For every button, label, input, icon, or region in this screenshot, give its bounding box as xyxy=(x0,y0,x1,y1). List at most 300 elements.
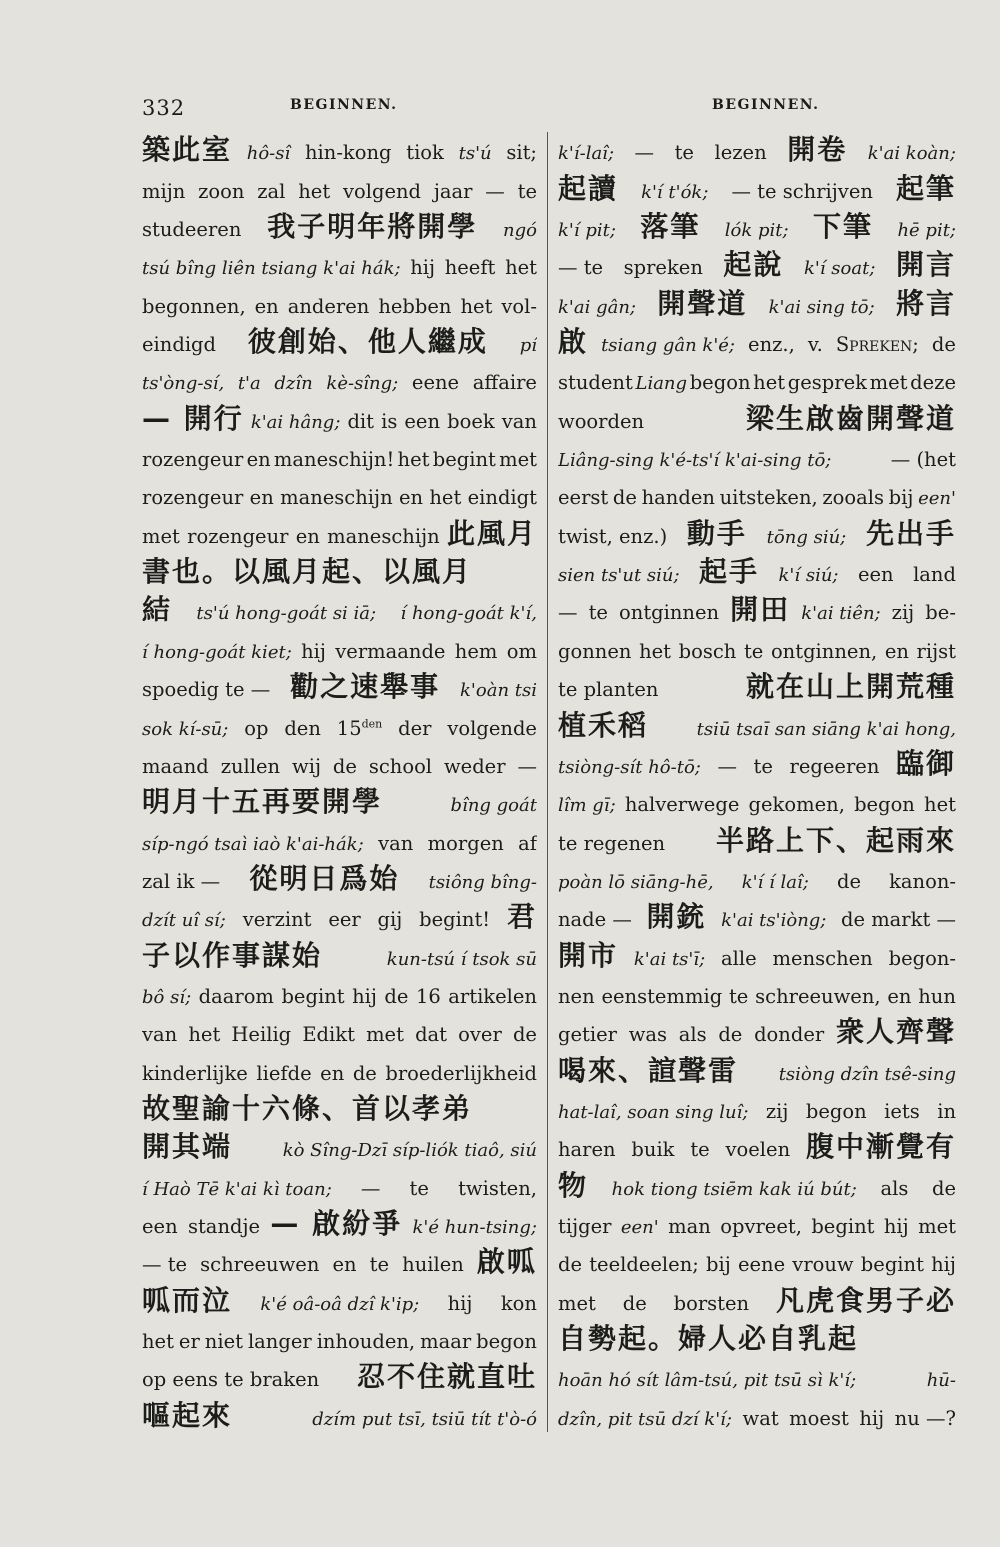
word: 此風月 xyxy=(446,516,537,548)
word: 起筆 xyxy=(895,171,956,203)
word: het xyxy=(753,371,786,395)
word: v. xyxy=(807,333,823,357)
word: 開言 xyxy=(895,248,956,280)
word: hem xyxy=(454,639,498,663)
word: kinderlijke xyxy=(142,1061,248,1085)
word: halverwege xyxy=(624,793,740,817)
word: tsiòng-sít hô-tō; xyxy=(558,756,701,778)
word: 彼創始、他人繼成 xyxy=(247,325,488,357)
word: 築此室 xyxy=(142,133,233,165)
word: k'é hun-tsing; xyxy=(412,1216,537,1238)
word: met xyxy=(499,448,537,472)
word: woorden xyxy=(558,409,645,433)
text-line xyxy=(142,663,537,701)
word: k'í í laî; xyxy=(741,871,809,893)
word: — 開行 xyxy=(142,401,244,433)
word: langer xyxy=(247,1330,312,1353)
word: enz., xyxy=(748,333,795,357)
page-number: 332 xyxy=(142,96,186,120)
word: — xyxy=(717,754,737,778)
word: k'í t'ók; xyxy=(641,181,709,203)
word: spreken xyxy=(623,256,703,280)
word: lezen xyxy=(714,141,767,165)
word: de xyxy=(332,754,357,778)
word: student xyxy=(558,371,633,395)
word: t'a xyxy=(237,373,261,395)
word: poàn lō siāng-hē, xyxy=(558,871,714,893)
text-line xyxy=(142,586,537,624)
word: en xyxy=(398,486,424,510)
text-line xyxy=(558,279,956,317)
word: wat xyxy=(742,1406,779,1430)
word: met xyxy=(366,1023,404,1047)
word: begonnen, xyxy=(142,294,246,318)
word: ontginnen xyxy=(619,601,720,625)
word: te xyxy=(753,754,773,778)
word: broederlijkheid xyxy=(385,1061,537,1085)
word: begon xyxy=(689,371,751,395)
word: síp-ngó tsaì iaò k'ai-hák; xyxy=(142,833,364,855)
word: een' xyxy=(620,1216,659,1238)
text-line xyxy=(558,471,956,509)
text-line xyxy=(558,203,956,241)
word: kon xyxy=(500,1291,537,1315)
word: hebben xyxy=(378,294,452,318)
word: rozengeur xyxy=(187,524,289,548)
word: gekomen, xyxy=(748,793,845,817)
word: boek xyxy=(447,409,495,433)
word: sit; xyxy=(506,141,537,165)
text-line xyxy=(142,471,537,509)
text-line xyxy=(142,1391,537,1429)
word: hin-kong xyxy=(304,141,392,165)
text-line xyxy=(142,318,537,356)
word: dzîn xyxy=(274,373,313,395)
word: bîng goát xyxy=(450,795,537,817)
word: inhouden, xyxy=(316,1330,416,1353)
text-line xyxy=(142,279,537,317)
word: 植禾稻 xyxy=(558,708,649,740)
word: tsiòng dzîn tsê-sing xyxy=(778,1063,956,1085)
word: daarom xyxy=(198,984,274,1008)
word: sien ts'ut siú; xyxy=(558,565,680,587)
word: gij xyxy=(377,908,403,932)
word: be- xyxy=(925,601,956,625)
word: begint xyxy=(432,448,496,472)
word: Edikt xyxy=(302,1023,355,1047)
word: volgende xyxy=(447,716,537,740)
word: ts'ú xyxy=(458,143,492,165)
word: k'ai tiên; xyxy=(801,603,881,625)
word: 半路上下、起雨來 xyxy=(715,823,956,855)
word: artikelen xyxy=(448,984,537,1008)
text-line xyxy=(142,433,537,471)
text-line xyxy=(142,394,537,432)
word: 從明日爲始 xyxy=(249,861,400,893)
word: een xyxy=(857,563,894,587)
word: standje xyxy=(187,1214,261,1238)
word: k'ai koàn; xyxy=(867,143,956,165)
word: nu —? xyxy=(894,1406,956,1430)
word: de xyxy=(352,1061,377,1085)
word: te xyxy=(517,179,537,203)
word: als xyxy=(678,1023,707,1047)
word: tiok xyxy=(406,141,444,165)
word: land xyxy=(913,563,956,587)
text-line xyxy=(558,663,956,701)
word: over xyxy=(458,1023,502,1047)
word: de xyxy=(512,1023,537,1047)
word: — xyxy=(558,601,578,625)
word: 物 xyxy=(558,1168,589,1200)
word: gonnen xyxy=(558,639,632,663)
word: teeldeelen; xyxy=(589,1253,699,1277)
word: k'ai gân; xyxy=(558,296,636,318)
word: schreeuwen xyxy=(200,1253,320,1277)
word: zij xyxy=(891,601,915,625)
word: huilen xyxy=(402,1253,464,1277)
word: 下筆 xyxy=(813,210,874,242)
word: k'ai ts'iòng; xyxy=(721,910,827,932)
word: om xyxy=(506,639,537,663)
word: hij xyxy=(859,1406,885,1430)
word: eene xyxy=(411,371,460,395)
word: 16 xyxy=(415,984,441,1008)
word: 開田 xyxy=(730,593,791,625)
word: de markt — xyxy=(840,908,956,932)
word: er xyxy=(178,1330,200,1353)
word: het xyxy=(505,256,537,280)
text-line xyxy=(142,203,537,241)
word: bij xyxy=(888,486,914,510)
word: en xyxy=(295,524,320,548)
word: hij xyxy=(352,984,377,1008)
word: k'ai ts'ī; xyxy=(633,948,706,970)
word: iets xyxy=(884,1099,920,1123)
running-head-left: BEGINNEN. xyxy=(290,97,398,113)
word: in xyxy=(937,1099,956,1123)
word: kè-sîng; xyxy=(326,373,399,395)
text-line xyxy=(142,931,537,969)
word: van xyxy=(142,1023,178,1047)
word: begint xyxy=(281,984,345,1008)
word: alle xyxy=(721,946,757,970)
word: 就在山上開荒種 xyxy=(745,670,956,702)
word: eene xyxy=(737,1253,786,1277)
word: eindigt xyxy=(467,486,537,510)
word: begint xyxy=(811,1214,875,1238)
text-line xyxy=(142,509,537,547)
text-line xyxy=(142,1161,537,1199)
word: te xyxy=(743,639,764,663)
running-head-right: BEGINNEN. xyxy=(712,97,820,113)
text-line xyxy=(142,1353,537,1391)
text-line xyxy=(142,970,537,1008)
word: 動手 xyxy=(686,516,747,548)
word: de xyxy=(718,1023,743,1047)
word: als xyxy=(880,1176,909,1200)
text-line xyxy=(558,586,956,624)
word: tōng siú; xyxy=(766,526,847,548)
word: 書也。以風月起、以風月 xyxy=(142,555,473,587)
word: í Haò Tē k'ai kì toan; xyxy=(142,1178,332,1200)
column-divider xyxy=(547,132,548,1432)
word: het xyxy=(460,294,493,318)
word: 起手 xyxy=(699,555,760,587)
word: lîm gī; xyxy=(558,795,616,817)
word: — xyxy=(485,179,505,203)
word: van xyxy=(378,831,414,855)
word: 開市 xyxy=(558,938,619,970)
word: liefde xyxy=(256,1061,312,1085)
word: k'í siú; xyxy=(778,565,839,587)
word: pí xyxy=(519,335,537,357)
word: 起讀 xyxy=(558,171,619,203)
word: 君 xyxy=(506,900,537,932)
word: 子以作事謀始 xyxy=(142,938,323,970)
word: met xyxy=(918,1214,956,1238)
word: hij xyxy=(447,1291,473,1315)
text-line xyxy=(558,701,956,739)
text-line xyxy=(558,509,956,547)
word: dzít uî sí; xyxy=(142,910,226,932)
text-line xyxy=(142,855,537,893)
word: en xyxy=(246,448,271,472)
word: bij xyxy=(706,1253,731,1277)
word: de xyxy=(622,1291,647,1315)
word: tsiang gân k'é; xyxy=(601,335,735,357)
word: — te schrijven xyxy=(731,179,873,203)
word: nade — xyxy=(558,908,632,932)
word: rozengeur xyxy=(142,486,244,510)
word: morgen xyxy=(427,831,504,855)
word: k'í-laî; xyxy=(558,143,615,165)
word: te xyxy=(674,141,694,165)
text-line xyxy=(142,548,537,586)
text-line xyxy=(142,126,537,164)
word: 衆人齊聲 xyxy=(835,1015,956,1047)
word: — xyxy=(634,141,655,165)
word: te xyxy=(369,1253,390,1277)
word: menschen xyxy=(772,946,873,970)
word: — te xyxy=(142,1253,188,1277)
word: vol- xyxy=(501,294,537,318)
word: met xyxy=(558,1291,596,1315)
word: de xyxy=(931,333,956,357)
word: k'ai hâng; xyxy=(250,411,341,433)
word: hat-laî, soan sing luî; xyxy=(558,1101,749,1123)
word: een xyxy=(142,1214,178,1238)
word: k'é oâ-oâ dzî k'ip; xyxy=(260,1293,420,1315)
word: op xyxy=(244,716,269,740)
word: studeeren xyxy=(142,218,242,242)
word: buik xyxy=(631,1138,675,1162)
word: man xyxy=(668,1214,711,1238)
word: twist, enz.) xyxy=(558,524,668,548)
word: zooals xyxy=(822,486,884,510)
word: en xyxy=(887,984,912,1008)
text-line xyxy=(142,624,537,662)
word: der xyxy=(398,716,432,740)
word: hoān hó sít lâm-tsú, pit tsū sì k'í; xyxy=(558,1370,857,1392)
word: 開聲道 xyxy=(657,286,748,318)
word: ngó xyxy=(503,220,537,242)
word: volgend xyxy=(342,179,422,203)
word: 喝來、諠聲雷 xyxy=(558,1053,739,1085)
word: zullen xyxy=(220,754,281,778)
word: is xyxy=(381,409,398,433)
text-line xyxy=(142,701,537,739)
word: en xyxy=(254,294,279,318)
word: zoon xyxy=(198,179,245,203)
word: ts'ú hong-goát si iā; xyxy=(196,603,377,625)
word: eer xyxy=(328,908,361,932)
word: $15^{den}$ xyxy=(336,716,383,740)
word: moest xyxy=(789,1406,849,1430)
word: 腹中漸覺有 xyxy=(805,1130,956,1162)
word: begint! xyxy=(419,908,491,932)
word: twisten, xyxy=(458,1176,537,1200)
word: kun-tsú í tsok sū xyxy=(386,948,537,970)
right-column xyxy=(558,126,956,1430)
word: maneschijn xyxy=(280,486,393,510)
text-line xyxy=(558,740,956,778)
word: 我子明年將開學 xyxy=(267,210,478,242)
word: tsiū tsaī san siāng k'ai hong, xyxy=(696,718,956,740)
text-line xyxy=(558,126,956,164)
word: 起說 xyxy=(723,248,784,280)
word: Liâng-sing k'é-ts'í k'ai-sing tō; xyxy=(558,450,832,472)
word: hij xyxy=(301,639,326,663)
word: 明月十五再要開學 xyxy=(142,785,383,817)
word: dit xyxy=(347,409,375,433)
word: het xyxy=(924,793,956,817)
text-line xyxy=(558,241,956,279)
word: k'ai sing tō; xyxy=(768,296,875,318)
word: 開銃 xyxy=(646,900,707,932)
word: zal ik — xyxy=(142,869,221,893)
word: niet xyxy=(204,1330,243,1353)
word: het xyxy=(142,1330,174,1353)
word: 結 xyxy=(142,593,173,625)
text-line xyxy=(142,778,537,816)
word: bosch xyxy=(678,639,737,663)
word: 忍不住就直吐 xyxy=(356,1360,537,1392)
text-line xyxy=(558,1008,956,1046)
word: ontginnen, xyxy=(770,639,878,663)
word: het xyxy=(639,639,671,663)
text-line xyxy=(558,1276,956,1314)
text-line xyxy=(558,893,956,931)
text-line xyxy=(558,816,956,854)
word: regeeren xyxy=(789,754,880,778)
word: getier xyxy=(558,1023,617,1047)
word: 先出手 xyxy=(865,516,956,548)
word: tsiông bîng- xyxy=(428,871,537,893)
word: hij xyxy=(931,1253,956,1277)
text-line xyxy=(558,624,956,662)
word: hij xyxy=(410,256,436,280)
word: van xyxy=(501,409,537,433)
word: af xyxy=(518,831,537,855)
word: gesprek xyxy=(787,371,867,395)
word: dat xyxy=(415,1023,448,1047)
word: weder xyxy=(443,754,506,778)
word: 故聖諭十六條、首以孝弟 xyxy=(142,1091,473,1123)
word: 呱而泣 xyxy=(142,1283,233,1315)
text-line xyxy=(558,433,956,471)
word: borsten xyxy=(673,1291,750,1315)
word: k'oàn tsi xyxy=(460,680,537,702)
text-line xyxy=(142,1085,537,1123)
word: begint xyxy=(860,1253,924,1277)
word: — 啟紛爭 xyxy=(270,1206,403,1238)
word: kò Sîng-Dzī síp-liók tiaô, siú xyxy=(282,1140,537,1162)
word: school xyxy=(368,754,433,778)
word: eenstemmig xyxy=(601,984,723,1008)
word: maneschijn! xyxy=(273,448,395,472)
word: maand xyxy=(142,754,209,778)
word: haren xyxy=(558,1138,616,1162)
word: tsú bîng liên tsiang k'ai hák; xyxy=(142,258,401,280)
word: het xyxy=(298,179,331,203)
word: 啟呱 xyxy=(476,1245,537,1277)
word: 梁生啟齒開聲道 xyxy=(745,401,956,433)
word: í hong-goát k'í, xyxy=(400,603,537,625)
word: mijn xyxy=(142,179,186,203)
word: jaar xyxy=(433,179,473,203)
word: het xyxy=(429,486,462,510)
text-line xyxy=(142,1315,537,1353)
word: nen xyxy=(558,984,595,1008)
text-line xyxy=(558,778,956,816)
word: eindigd xyxy=(142,333,217,357)
word: de xyxy=(384,984,409,1008)
text-line xyxy=(142,893,537,931)
word: dzím put tsī, tsiū tít t'ò-ó xyxy=(312,1408,537,1430)
text-line xyxy=(558,855,956,893)
word: kanon- xyxy=(889,869,956,893)
word: — (het xyxy=(890,448,956,472)
text-line xyxy=(558,970,956,1008)
word: de xyxy=(931,1176,956,1200)
word: — xyxy=(517,754,537,778)
word: begon xyxy=(476,1330,537,1353)
text-line xyxy=(142,164,537,202)
word: voelen xyxy=(725,1138,791,1162)
word: vrouw xyxy=(792,1253,854,1277)
word: was xyxy=(628,1023,668,1047)
word: 自勢起。婦人必自乳起 xyxy=(558,1322,859,1353)
word: zal xyxy=(257,179,286,203)
text-line xyxy=(558,164,956,202)
word: het xyxy=(397,448,430,472)
word: rozengeur xyxy=(142,448,244,472)
word: lók pit; xyxy=(724,220,789,242)
text-line xyxy=(558,1161,956,1199)
word: anderen xyxy=(287,294,370,318)
text-line xyxy=(142,1200,537,1238)
word: deze xyxy=(910,371,956,395)
word: 將言 xyxy=(895,286,956,318)
left-column xyxy=(142,126,537,1430)
text-line xyxy=(142,816,537,854)
word: 嘔起來 xyxy=(142,1398,233,1430)
word: opvreet, xyxy=(720,1214,802,1238)
word: en xyxy=(249,486,274,510)
text-line xyxy=(558,394,956,432)
word: handen xyxy=(641,486,715,510)
